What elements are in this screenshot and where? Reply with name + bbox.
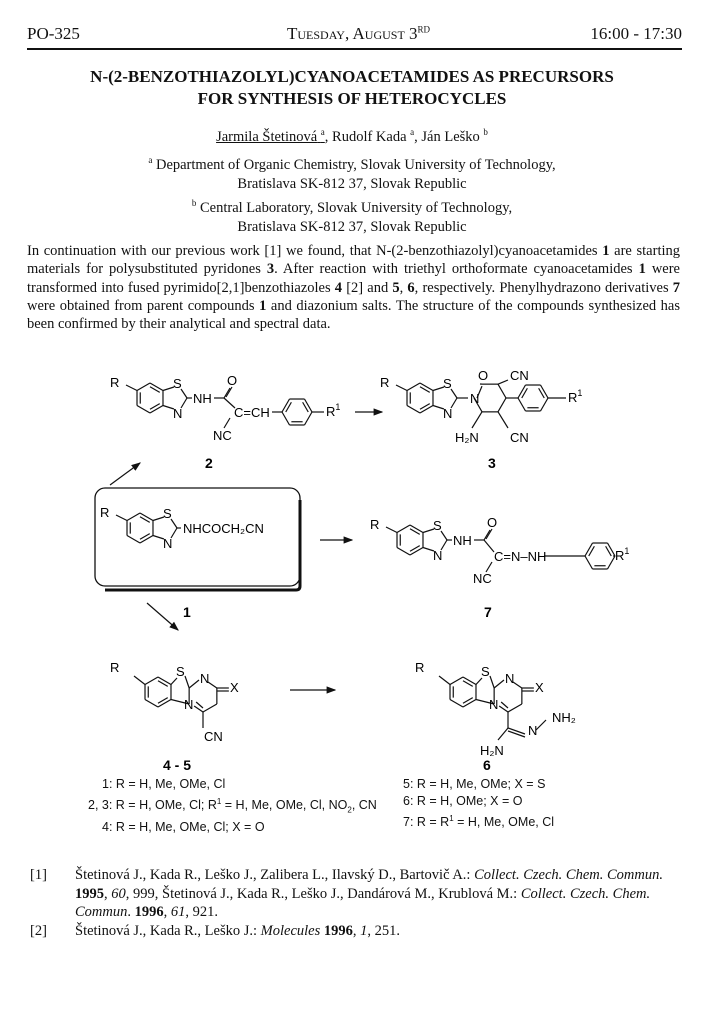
references — [30, 866, 680, 940]
text: , — [399, 279, 408, 296]
t: 2, 3: R = H, OMe, Cl; R — [88, 798, 217, 813]
bond — [410, 525, 423, 533]
compound-ref: 1 — [602, 243, 610, 259]
legend-line: 5: R = H, Me, OMe; X = S — [403, 777, 546, 791]
bond — [439, 676, 450, 685]
bond — [127, 513, 140, 521]
ref-year: 1995 — [75, 885, 104, 902]
bond — [441, 531, 447, 540]
compound-ref: 6 — [407, 279, 415, 296]
bond — [407, 383, 420, 391]
atom-label: N — [443, 406, 453, 421]
atom-label: N — [528, 723, 538, 738]
bond — [484, 540, 494, 552]
bond — [127, 536, 140, 544]
bond — [282, 399, 290, 412]
hydrazono-label: C=N–NH — [494, 549, 547, 564]
compound-label: 1 — [183, 604, 191, 620]
aff-text: Department of Organic Chemistry, Slovak University of Technology, — [155, 156, 556, 173]
atom-label: R — [110, 375, 120, 390]
atom-label — [568, 388, 582, 405]
ref-volume: 1 — [360, 922, 368, 939]
page-header — [27, 22, 682, 50]
ref-journal: Molecules — [260, 922, 321, 939]
compound-ref: 4 — [334, 279, 343, 296]
bond — [189, 680, 199, 688]
atom-label: S — [433, 518, 442, 533]
author — [216, 129, 325, 145]
author-aff: a — [410, 127, 415, 137]
sup: 1 — [216, 797, 222, 806]
text: In continuation with our previous work [1] we found, that N-(2-benzothiazolyl)cyanoacetamides — [27, 243, 603, 259]
bond — [226, 387, 232, 397]
compound-1-box — [95, 488, 300, 586]
bond — [196, 702, 203, 708]
bond — [541, 385, 549, 398]
atom-label: CN — [510, 430, 529, 445]
bond — [145, 677, 158, 685]
text: were obtained from parent compounds — [27, 297, 260, 314]
bond — [585, 543, 593, 556]
text: and diazonium salts. The structure of the compounds synthesized has been confirmed by their analytical and spectral data. — [27, 297, 681, 333]
sup: 1 — [577, 388, 583, 398]
affiliations — [0, 151, 704, 237]
bond — [472, 412, 482, 428]
bond — [498, 412, 508, 428]
atom-label: NC — [473, 571, 492, 586]
structure-7 — [370, 515, 629, 620]
ref-tag: [2] — [30, 922, 47, 939]
structure-4-5 — [110, 660, 239, 773]
atom-label: S — [173, 376, 182, 391]
arrows — [110, 412, 382, 690]
atom-label: S — [443, 376, 452, 391]
bond — [158, 677, 171, 685]
arrow-1-to-2 — [110, 463, 140, 485]
author-list: Jarmila Štetinová $^a$, Rudolf Kada $^a$, Ján Leško $^b$ — [216, 127, 488, 145]
bond — [185, 676, 189, 688]
bond — [490, 676, 494, 688]
atom-label: N — [200, 671, 210, 686]
ref-text: , 251. — [367, 922, 401, 939]
atom-label — [615, 546, 629, 563]
text: , respectively. Phenylhydrazono derivatives — [414, 279, 673, 296]
atom-label: N — [173, 406, 183, 421]
t: 7: R = R — [403, 815, 450, 830]
atom-label: N — [489, 697, 499, 712]
title-line: FOR SYNTHESIS OF HETEROCYCLES — [197, 89, 507, 108]
aff-text: Central Laboratory, Slovak University of Technology, — [199, 199, 513, 216]
compound-label: 6 — [483, 757, 491, 773]
session-time: 16:00 - 17:30 — [590, 24, 682, 43]
atom-label: O — [227, 373, 238, 388]
bond — [494, 680, 504, 688]
bond — [397, 525, 410, 533]
legend-left — [88, 776, 377, 836]
atom-label: S — [163, 506, 172, 521]
bond — [134, 676, 145, 685]
reference-2: [2] Štetinová J., Kada R., Leško J.: Molecules 1996, 1, 251. — [30, 922, 401, 939]
atom-label: CN — [510, 368, 529, 383]
legend-line: 6: R = H, OMe; X = O — [403, 794, 523, 808]
r1: R — [615, 548, 625, 563]
title-line: N-(2-BENZOTHIAZOLYL)CYANOACETAMIDES AS PRECURSORS — [90, 67, 614, 86]
bond — [608, 556, 616, 569]
day-sup: RD — [417, 24, 431, 35]
affiliation-line: Bratislava SK-812 37, Slovak Republic — [237, 218, 467, 235]
bond — [518, 385, 526, 398]
bond — [498, 380, 508, 384]
bond — [463, 677, 476, 685]
legend-line: 1: R = H, Me, OMe, Cl — [102, 777, 226, 791]
bond — [450, 700, 463, 708]
bond — [137, 406, 150, 414]
ref-year: 1996 — [134, 904, 164, 920]
legend-right — [403, 776, 554, 831]
compound-ref: 5 — [392, 279, 400, 296]
compound-ref: 7 — [672, 279, 681, 296]
bond — [608, 543, 616, 556]
r1: R — [326, 404, 336, 419]
box-shadow — [105, 500, 300, 590]
bond — [450, 677, 463, 685]
affiliation-line: Bratislava SK-812 37, Slovak Republic — [237, 175, 467, 192]
text: were transformed into fused pyrimido[2,1]benzothiazoles — [27, 261, 680, 296]
atom-label: N — [163, 536, 173, 551]
atom-label: R — [110, 660, 120, 675]
bond — [137, 383, 150, 391]
ref-text: , 921. — [185, 904, 218, 920]
bond — [498, 384, 506, 398]
bond — [484, 530, 490, 540]
bond — [158, 700, 171, 708]
ref-text: , 999, Štetinová J., Kada R., Leško J., Dandárová M., Krublová M.: — [125, 885, 521, 902]
author-aff: b — [483, 127, 488, 137]
atom-label — [326, 402, 340, 419]
bond — [305, 399, 313, 412]
compound-label: 7 — [484, 604, 492, 620]
atom-label: R — [380, 375, 390, 390]
ref-authors: Štetinová J., Kada R., Leško J., Zalibera L., Ilavský D., Bartovič A.: — [75, 867, 475, 883]
atom-label: X — [230, 680, 239, 695]
author-aff: a — [320, 127, 325, 137]
reaction-scheme — [0, 355, 704, 775]
bond — [508, 704, 522, 712]
bond — [498, 728, 508, 740]
sub: 2 — [347, 805, 352, 815]
bond — [407, 406, 420, 414]
bond — [420, 383, 433, 391]
legend-line — [403, 810, 554, 831]
atom-label: CN — [204, 729, 223, 744]
compound-label: 4 - 5 — [163, 757, 192, 773]
bond — [463, 700, 476, 708]
ref-volume: 61 — [170, 904, 186, 920]
bond — [536, 720, 546, 730]
bond — [498, 398, 506, 412]
bond — [171, 519, 177, 528]
t: , CN — [351, 798, 377, 813]
r1: R — [568, 390, 578, 405]
atom-label: R — [370, 517, 380, 532]
bond — [508, 728, 525, 734]
bond — [140, 513, 153, 521]
ref-authors: Štetinová J., Kada R., Leško J.: — [75, 922, 261, 939]
bond — [508, 731, 525, 737]
arrow-1-to-4 — [147, 603, 178, 630]
atom-label: C=CH — [234, 405, 270, 420]
text: [2] and — [342, 279, 393, 296]
compound-ref: 3 — [266, 261, 275, 278]
atom-label: H₂N — [455, 430, 479, 445]
sup: 1 — [449, 814, 454, 823]
atom-label: H₂N — [480, 743, 504, 758]
atom-label: NH — [193, 391, 212, 406]
poster-code: PO-325 — [27, 24, 80, 43]
bond — [541, 398, 549, 411]
bond — [116, 515, 127, 521]
atom-label: N — [184, 697, 194, 712]
atom-label: O — [487, 515, 498, 530]
reference-1: [1] Štetinová J., Kada R., Leško J., Zalibera L., Ilavský D., Bartovič A.: Collect. Czech. Chem. Commun. 1995, 60, 999, Štetinová J., Kada R., Leško J., Dandárová M., Krublová M.: Collect. Czech. Chem. Commun. 1996, 61, 921. — [30, 867, 663, 920]
t: = H, Me, OMe, Cl — [453, 815, 555, 830]
atom-label: N — [470, 391, 480, 406]
atom-label: NC — [213, 428, 232, 443]
author-name: Rudolf Kada — [332, 128, 407, 145]
structure-6 — [415, 660, 576, 773]
atom-label: X — [535, 680, 544, 695]
bond — [585, 556, 593, 569]
atom-label: S — [481, 664, 490, 679]
bond — [486, 529, 492, 539]
bond — [224, 388, 230, 398]
day-text: Tuesday, August 3 — [287, 24, 418, 43]
bond — [451, 389, 457, 398]
atom-label: NHCOCH₂CN — [183, 521, 264, 536]
structure-1 — [100, 505, 264, 620]
bond — [282, 412, 290, 425]
ref-journal: Collect. Czech. Chem. Commun. — [474, 867, 663, 883]
atom-label: S — [176, 664, 185, 679]
bond — [518, 398, 526, 411]
bond — [396, 385, 407, 391]
bond — [501, 702, 508, 708]
ref-journal: Collect. Czech. Chem. Commun — [75, 885, 651, 920]
bond — [397, 548, 410, 556]
author-name: Ján Leško — [421, 128, 480, 145]
legend-line: 4: R = H, Me, OMe, Cl; X = O — [102, 819, 265, 834]
bond — [140, 536, 153, 544]
sup: 1 — [624, 546, 630, 556]
session-day — [287, 24, 430, 44]
atom-label: O — [478, 368, 489, 383]
bond — [145, 700, 158, 708]
atom-label: N — [505, 671, 515, 686]
ref-year: 1996 — [323, 922, 353, 939]
atom-label: NH₂ — [552, 710, 576, 725]
compound-ref: 1 — [638, 261, 646, 278]
t: = H, Me, OMe, Cl, NO — [221, 798, 348, 813]
ref-tag: [1] — [30, 867, 47, 883]
atom-label: R — [415, 660, 425, 675]
aff-mark: a — [148, 155, 153, 165]
atom-label: N — [433, 548, 443, 563]
bond — [150, 406, 163, 414]
abstract-paragraph — [27, 242, 680, 333]
bond — [386, 527, 397, 533]
bond — [126, 385, 137, 391]
bond — [305, 412, 313, 425]
sup: 1 — [335, 402, 341, 412]
text: . After reaction with triethyl orthoformate cyanoacetamides — [274, 261, 639, 278]
bond — [224, 418, 230, 428]
ref-volume: 60 — [111, 885, 126, 902]
bond — [181, 389, 187, 398]
legend-line — [88, 793, 377, 819]
affiliation-line — [0, 194, 704, 218]
bond — [150, 383, 163, 391]
structure-3 — [380, 368, 582, 471]
bond — [203, 704, 217, 712]
text: are starting materials for polysubstituted pyridones — [27, 243, 681, 278]
author-name: Jarmila Štetinová — [216, 128, 318, 145]
compound-ref: 1 — [259, 297, 267, 314]
affiliation-line — [0, 151, 704, 175]
aff-mark: b — [191, 197, 197, 208]
bond — [420, 406, 433, 414]
paper-title — [0, 66, 704, 110]
compound-label: 3 — [488, 455, 496, 471]
atom-label: R — [100, 505, 110, 520]
compound-label: 2 — [205, 455, 213, 471]
atom-label: NH — [453, 533, 472, 548]
bond — [410, 548, 423, 556]
